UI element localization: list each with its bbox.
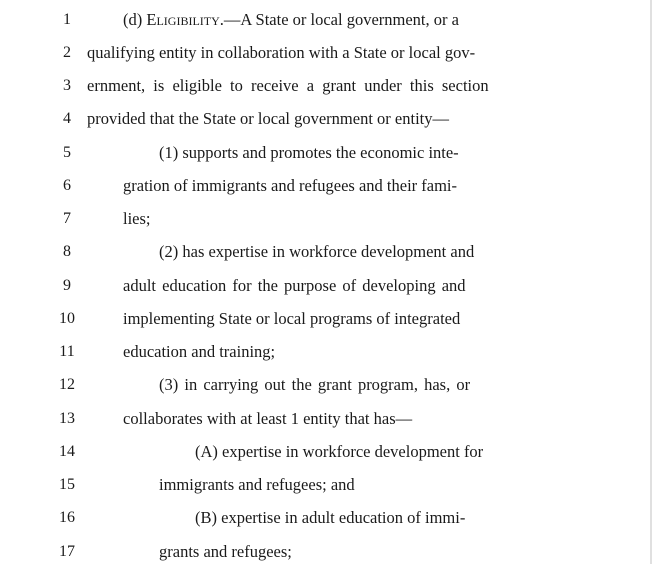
subsection-text: .—A State or local government, or a [219,10,459,29]
line-text: grants and refugees; [159,542,292,561]
line-number: 11 [59,343,75,360]
line-17 [0,540,652,564]
subsection-marker: (d) [123,10,147,29]
line-number: 9 [63,277,71,294]
line-text: provided that the State or local government or entity— [87,109,449,128]
line-8 [0,240,652,264]
line-number: 14 [59,443,75,460]
line-11 [0,340,652,364]
line-text: collaborates with at least 1 entity that has— [123,409,413,428]
line-text: lies; [123,209,151,228]
line-number: 13 [59,410,75,427]
line-14 [0,440,652,464]
line-text: (2) has expertise in workforce development and [159,242,475,261]
line-5 [0,141,652,165]
subsection-heading: Eligibility [146,10,220,29]
line-13 [0,407,652,431]
line-number: 12 [59,376,75,393]
line-text: (1) supports and promotes the economic inte- [159,143,459,162]
line-text: ernment, is eligible to receive a grant under this section [87,76,489,95]
line-number: 8 [63,243,71,260]
line-number: 3 [63,77,71,94]
line-1 [0,8,652,32]
line-text: (3) in carrying out the grant program, has, or [159,375,471,394]
line-number: 10 [59,310,75,327]
line-2 [0,41,652,65]
line-number: 5 [63,144,71,161]
line-text: (A) expertise in workforce development for [195,442,484,461]
line-7 [0,207,652,231]
line-12 [0,373,652,397]
line-text: adult education for the purpose of developing and [123,276,466,295]
line-number: 17 [59,543,75,560]
line-number: 7 [63,210,71,227]
line-number: 15 [59,476,75,493]
line-4 [0,107,652,131]
line-3 [0,74,652,98]
line-text [123,8,459,32]
line-text: implementing State or local programs of integrated [123,309,461,328]
line-15 [0,473,652,497]
line-16 [0,506,652,530]
line-text: qualifying entity in collaboration with a State or local gov- [87,43,476,62]
line-number: 2 [63,44,71,61]
line-10 [0,307,652,331]
line-9 [0,274,652,298]
line-6 [0,174,652,198]
line-text: gration of immigrants and refugees and their fami- [123,176,458,195]
line-number: 16 [59,509,75,526]
line-number: 6 [63,177,71,194]
line-text: education and training; [123,342,276,361]
line-number: 1 [63,11,71,28]
line-text: (B) expertise in adult education of immi- [195,508,466,527]
line-text: immigrants and refugees; and [159,475,355,494]
line-number: 4 [63,110,71,127]
